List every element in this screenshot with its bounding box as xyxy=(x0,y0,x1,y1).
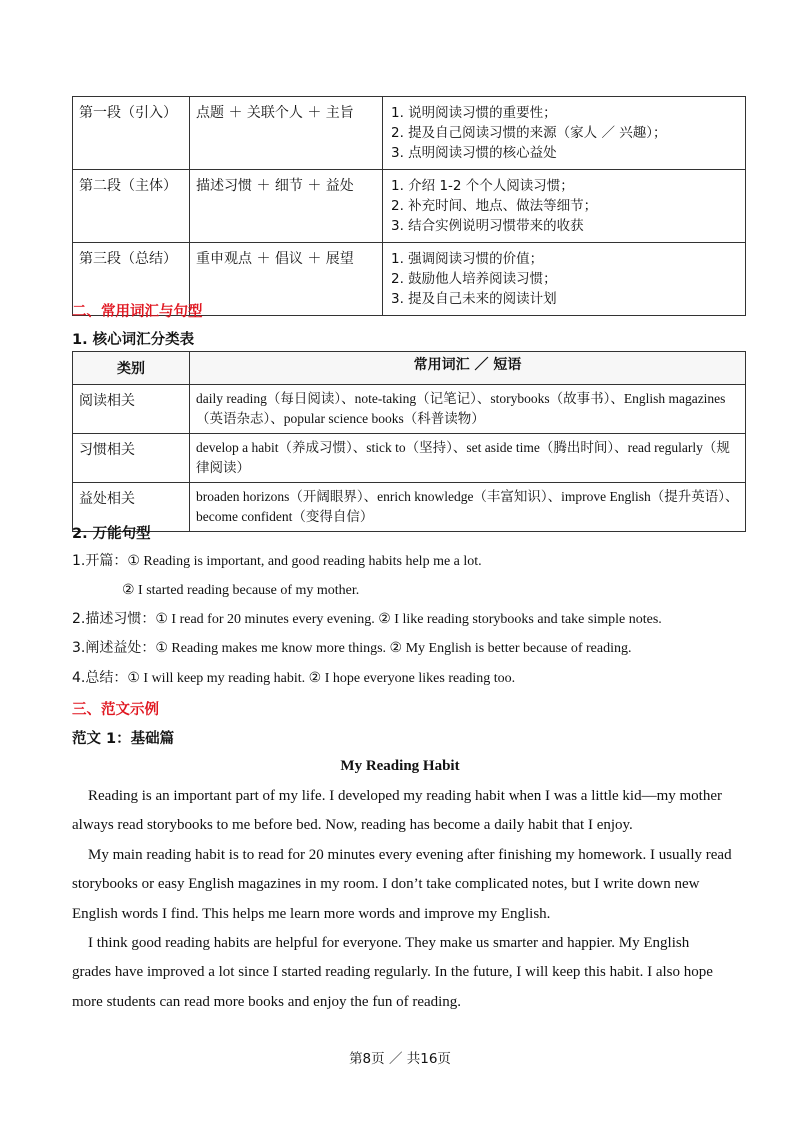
category-cell: 益处相关 xyxy=(73,483,190,532)
page-footer: 第8页 ／ 共16页 xyxy=(349,1051,451,1067)
essay-paragraph: Reading is an important part of my life. I developed my reading habit when I was a little kid—my mother always read storybooks to me before bed. Now, reading has become a daily habit that I enjoy. xyxy=(72,788,723,834)
list-item: 1. 介绍 1-2 个个人阅读习惯； xyxy=(391,178,574,194)
formula-cell: 点题 ＋ 关联个人 ＋ 主旨 xyxy=(190,97,383,170)
list-item: 1. 强调阅读习惯的价值； xyxy=(391,251,544,267)
pattern-text: ② I started reading because of my mother. xyxy=(122,583,360,598)
table-row xyxy=(73,97,746,170)
table-row xyxy=(73,170,746,243)
list-item: 2. 鼓励他人培养阅读习惯； xyxy=(391,271,557,287)
pattern-text: ① I will keep my reading habit. ② I hope everyone likes reading too. xyxy=(127,671,516,686)
section-cell: 第三段（总结） xyxy=(73,243,190,316)
table-row xyxy=(73,385,746,434)
list-item: 3. 提及自己未来的阅读计划 xyxy=(391,291,557,307)
pattern-label: 3.阐述益处： xyxy=(72,640,156,656)
pattern-label: 2.描述习惯： xyxy=(72,611,156,627)
pattern-line xyxy=(72,638,631,659)
column-header: 类别 xyxy=(73,352,190,385)
essay-structure-table xyxy=(72,96,746,316)
table-row xyxy=(73,434,746,483)
formula-cell: 描述习惯 ＋ 细节 ＋ 益处 xyxy=(190,170,383,243)
pattern-text: ① I read for 20 minutes every evening. ② I like reading storybooks and take simple notes. xyxy=(155,612,662,627)
vocabulary-table xyxy=(72,351,746,532)
list-item: 2. 补充时间、地点、做法等细节； xyxy=(391,198,598,214)
section-cell: 第二段（主体） xyxy=(73,170,190,243)
pattern-line xyxy=(72,609,662,630)
points-cell xyxy=(383,170,746,243)
table-header-row xyxy=(73,352,746,385)
table-row xyxy=(73,483,746,532)
words-cell: daily reading（每日阅读）、note-taking（记笔记）、storybooks（故事书）、English magazines（英语杂志）、popular science books（科普读物） xyxy=(190,385,746,434)
pattern-label: 4.总结： xyxy=(72,670,128,686)
list-item: 2. 提及自己阅读习惯的来源（家人 ／ 兴趣）； xyxy=(391,125,667,141)
section-heading: 二、常用词汇与句型 xyxy=(72,304,203,320)
words-cell: develop a habit（养成习惯）、stick to（坚持）、set aside time（腾出时间）、read regularly（规律阅读） xyxy=(190,434,746,483)
section-cell: 第一段（引入） xyxy=(73,97,190,170)
subsection-heading: 1. 核心词汇分类表 xyxy=(72,332,195,348)
list-item: 3. 结合实例说明习惯带来的收获 xyxy=(391,218,584,234)
pattern-line xyxy=(72,551,482,572)
subsection-heading: 范文 1：基础篇 xyxy=(72,731,175,747)
list-item: 3. 点明阅读习惯的核心益处 xyxy=(391,145,557,161)
section-heading: 三、范文示例 xyxy=(72,702,159,718)
essay-paragraph: My main reading habit is to read for 20 minutes every evening after finishing my homework. I usually read storybooks or easy English magazines in my room. I don’t take complicated notes, but I write down new English words I find. This helps me learn more words and improve my English. xyxy=(72,847,732,922)
list-item: 1. 说明阅读习惯的重要性； xyxy=(391,105,557,121)
formula-cell: 重申观点 ＋ 倡议 ＋ 展望 xyxy=(190,243,383,316)
words-cell: broaden horizons（开阔眼界）、enrich knowledge（丰富知识）、improve English（提升英语）、become confident（变得自信） xyxy=(190,483,746,532)
category-cell: 习惯相关 xyxy=(73,434,190,483)
pattern-label: 1.开篇： xyxy=(72,553,128,569)
essay-paragraph: I think good reading habits are helpful for everyone. They make us smarter and happier. My English grades have improved a lot since I started reading regularly. In the future, I will keep this habit. I also hope more students can read more books and enjoy the fun of reading. xyxy=(72,935,713,1010)
pattern-line xyxy=(122,580,359,601)
pattern-text: ① Reading makes me know more things. ② My English is better because of reading. xyxy=(155,641,632,656)
column-header: 常用词汇 ／ 短语 xyxy=(190,352,746,385)
points-cell xyxy=(383,243,746,316)
pattern-line xyxy=(72,668,515,689)
points-cell xyxy=(383,97,746,170)
pattern-text: ① Reading is important, and good reading habits help me a lot. xyxy=(127,554,482,569)
category-cell: 阅读相关 xyxy=(73,385,190,434)
subsection-heading: 2. 万能句型 xyxy=(72,526,151,542)
essay-title: My Reading Habit xyxy=(340,758,460,774)
